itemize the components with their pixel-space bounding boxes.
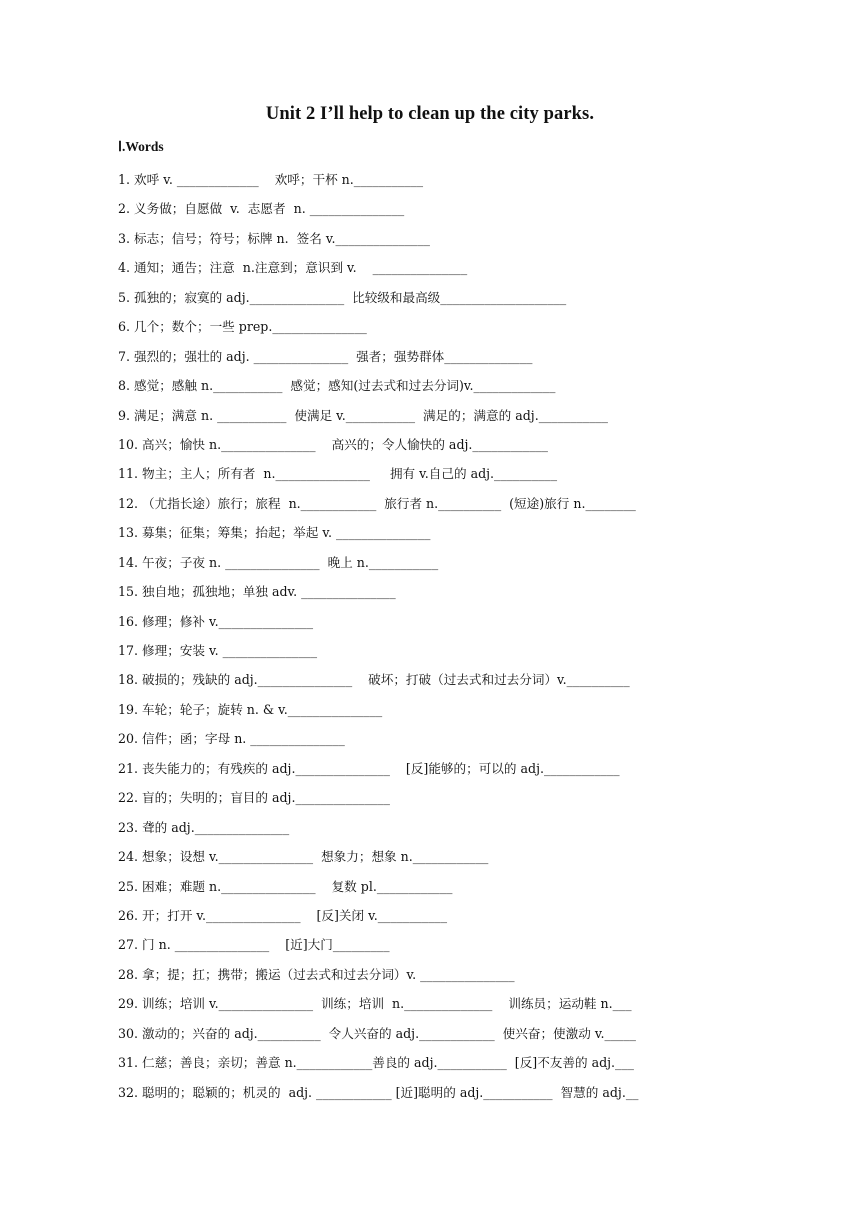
vocab-item-text: 5. 孤独的；寂寞的 adj._______________ 比较级和最高级____________________ bbox=[118, 289, 567, 305]
vocab-item bbox=[118, 229, 738, 258]
vocab-item bbox=[118, 553, 738, 582]
vocab-item-text: 7. 强烈的；强壮的 adj. _______________ 强者；强势群体______________ bbox=[118, 348, 533, 364]
vocab-item-text: 25. 困难；难题 n._______________ 复数 pl.____________ bbox=[118, 878, 453, 894]
vocab-item bbox=[118, 670, 738, 699]
vocab-item-text: 18. 破损的；残缺的 adj._______________ 破坏；打破（过去式和过去分词）v.__________ bbox=[118, 672, 630, 688]
vocab-item-text: 1. 欢呼 v. _____________ 欢呼；干杯 n.___________ bbox=[118, 172, 424, 187]
vocab-item-text: 11. 物主；主人；所有者 n._______________ 拥有 v.自己的 adj.__________ bbox=[118, 466, 558, 482]
vocab-item bbox=[118, 288, 738, 317]
vocab-item-text: 10. 高兴；愉快 n._______________ 高兴的；令人愉快的 adj.____________ bbox=[118, 436, 548, 452]
vocab-item bbox=[118, 494, 738, 523]
vocab-item bbox=[118, 612, 738, 641]
vocab-item bbox=[118, 317, 738, 346]
vocab-item-text: 13. 募集；征集；筹集；抬起；举起 v. _______________ bbox=[118, 525, 431, 541]
vocab-item bbox=[118, 1083, 738, 1112]
vocab-item bbox=[118, 435, 738, 464]
vocab-item bbox=[118, 641, 738, 670]
vocab-item bbox=[118, 1024, 738, 1053]
vocab-item-text: 16. 修理；修补 v._______________ bbox=[118, 613, 314, 629]
vocabulary-list bbox=[118, 170, 738, 1112]
vocab-item bbox=[118, 199, 738, 228]
vocab-item-text: 27. 门 n. _______________ [近]大门_________ bbox=[118, 937, 390, 953]
vocab-item-text: 30. 激动的；兴奋的 adj.__________ 令人兴奋的 adj.____________ 使兴奋；使激动 v._____ bbox=[118, 1025, 636, 1041]
vocab-item-text: 3. 标志；信号；符号；标牌 n. 签名 v._______________ bbox=[118, 230, 430, 246]
vocab-item-text: 4. 通知；通告；注意 n.注意到；意识到 v. _______________ bbox=[118, 260, 468, 276]
vocab-item-text: 24. 想象；设想 v._______________ 想象力；想象 n.____________ bbox=[118, 849, 489, 865]
vocab-item bbox=[118, 994, 738, 1023]
vocab-item-text: 17. 修理；安装 v. _______________ bbox=[118, 643, 318, 658]
vocab-item-text: 32. 聪明的；聪颖的；机灵的 adj. ____________ [近]聪明的 adj.___________ 智慧的 adj.__ bbox=[118, 1084, 639, 1100]
vocab-item-text: 20. 信件；函；字母 n. _______________ bbox=[118, 731, 345, 747]
vocab-item-text: 14. 午夜；子夜 n. _______________ 晚上 n.___________ bbox=[118, 554, 439, 570]
vocab-item bbox=[118, 965, 738, 994]
vocab-item-text: 9. 满足；满意 n. ___________ 使满足 v.___________ 满足的；满意的 adj.___________ bbox=[118, 407, 608, 423]
page-title: Unit 2 I’ll help to clean up the city parks. bbox=[265, 104, 595, 124]
vocab-item-text: 12. （尤指长途）旅行；旅程 n.____________ 旅行者 n.__________ (短途)旅行 n.________ bbox=[118, 495, 636, 511]
vocab-item bbox=[118, 935, 738, 964]
vocab-item-text: 31. 仁慈；善良；亲切；善意 n.____________善良的 adj.___________ [反]不友善的 adj.___ bbox=[118, 1055, 634, 1071]
vocab-item bbox=[118, 877, 738, 906]
vocab-item bbox=[118, 406, 738, 435]
vocab-item-text: 26. 开；打开 v._______________ [反]关闭 v.___________ bbox=[118, 907, 447, 923]
vocab-item bbox=[118, 847, 738, 876]
vocab-item bbox=[118, 818, 738, 847]
vocab-item bbox=[118, 788, 738, 817]
vocab-item-text: 29. 训练；培训 v._______________ 训练；培训 n.______________ 训练员；运动鞋 n.___ bbox=[118, 996, 632, 1012]
vocab-item-text: 6. 几个；数个；一些 prep._______________ bbox=[118, 319, 367, 335]
vocab-item bbox=[118, 523, 738, 552]
vocab-item bbox=[118, 906, 738, 935]
vocab-item-text: 8. 感觉；感触 n.___________ 感觉；感知(过去式和过去分词)v._____________ bbox=[118, 378, 556, 394]
vocab-item bbox=[118, 258, 738, 287]
vocab-item bbox=[118, 759, 738, 788]
vocab-item-text: 21. 丧失能力的；有残疾的 adj._______________ [反]能够的；可以的 adj.____________ bbox=[118, 760, 620, 776]
vocab-item-text: 23. 聋的 adj._______________ bbox=[118, 819, 290, 835]
section-heading: Ⅰ.Words bbox=[118, 139, 164, 154]
vocab-item bbox=[118, 729, 738, 758]
vocab-item-text: 2. 义务做；自愿做 v. 志愿者 n. _______________ bbox=[118, 201, 405, 217]
vocab-item-text: 22. 盲的；失明的；盲目的 adj._______________ bbox=[118, 790, 390, 806]
vocab-item bbox=[118, 170, 738, 199]
vocab-item bbox=[118, 700, 738, 729]
vocab-item bbox=[118, 376, 738, 405]
vocab-item bbox=[118, 1053, 738, 1082]
vocab-item bbox=[118, 582, 738, 611]
vocab-item-text: 15. 独自地；孤独地；单独 adv. _______________ bbox=[118, 584, 396, 600]
vocab-item-text: 19. 车轮；轮子；旋转 n. & v._______________ bbox=[118, 701, 383, 717]
vocab-item bbox=[118, 347, 738, 376]
vocab-item-text: 28. 拿；提；扛；携带；搬运（过去式和过去分词）v. _______________ bbox=[118, 966, 515, 982]
vocab-item bbox=[118, 464, 738, 493]
